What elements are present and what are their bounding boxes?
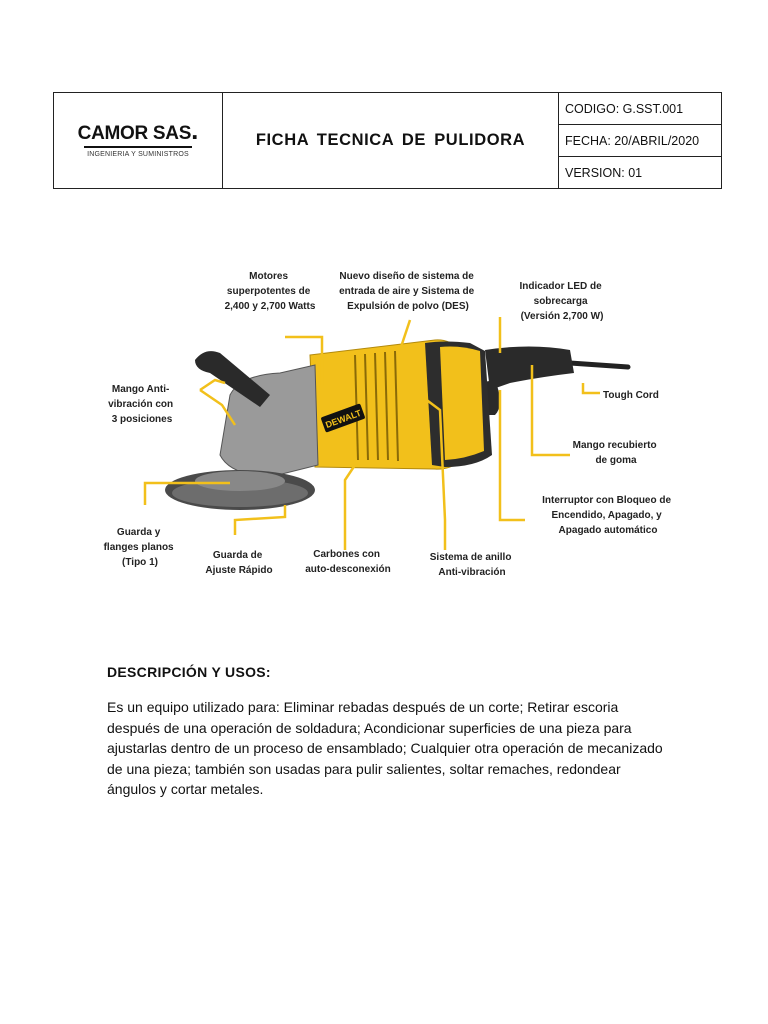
callout-interruptor: [542, 495, 674, 536]
callout-led-line: Indicador LED de: [519, 281, 602, 292]
callout-motores-line: Motores: [249, 271, 289, 282]
rear-handle-shape: [485, 347, 574, 391]
callout-mango-goma-line: de goma: [595, 455, 637, 466]
callout-mango-anti-line: vibración con: [108, 399, 174, 410]
grinder-figure: [100, 255, 680, 595]
callout-led: [519, 281, 604, 322]
callout-carbones-line: Carbones con: [313, 549, 380, 560]
flange-shape: [195, 471, 285, 491]
codigo-cell: CODIGO: G.SST.001: [559, 93, 722, 125]
callout-mango-anti-line: Mango Anti-: [111, 384, 170, 395]
callout-des-line: Nuevo diseño de sistema de: [339, 271, 474, 282]
description-heading: DESCRIPCIÓN Y USOS:: [107, 664, 271, 680]
brand-label: DEWALT: [324, 407, 363, 431]
company-logo: [77, 115, 199, 158]
logo-cell: [54, 93, 223, 189]
company-name: CAMOR SAS: [77, 123, 192, 144]
grinder-illustration: [100, 255, 680, 595]
callout-guarda-ajuste-line: Guarda de: [212, 550, 263, 561]
callout-mango-anti-line: 3 posiciones: [111, 414, 173, 425]
callout-anillo-line: Anti-vibración: [438, 567, 506, 578]
callout-tough-cord-line: Tough Cord: [603, 390, 659, 401]
callout-led-line: (Versión 2,700 W): [520, 311, 604, 322]
callout-des-line: entrada de aire y Sistema de: [339, 286, 475, 297]
callout-guarda-flanges-line: flanges planos: [103, 542, 174, 553]
callout-guarda-flanges-line: (Tipo 1): [122, 557, 158, 568]
callout-anillo: [430, 552, 514, 578]
version-cell: VERSION: 01: [559, 157, 722, 189]
callout-motores-line: 2,400 y 2,700 Watts: [224, 301, 316, 312]
callout-motores-line: superpotentes de: [226, 286, 311, 297]
document-title: FICHA TECNICA DE PULIDORA: [223, 93, 559, 189]
cord-shape: [570, 363, 628, 367]
company-subtitle: INGENIERIA Y SUMINISTROS: [87, 151, 189, 158]
callout-led-line: sobrecarga: [533, 296, 588, 307]
company-dot: .: [191, 115, 199, 145]
callout-guarda-ajuste-line: Ajuste Rápido: [205, 565, 273, 576]
ring-insert-shape: [440, 347, 484, 461]
fecha-cell: FECHA: 20/ABRIL/2020: [559, 125, 722, 157]
callout-guarda-ajuste: [205, 550, 272, 576]
callout-interruptor-line: Interruptor con Bloqueo de: [542, 495, 672, 506]
callout-carbones: [305, 549, 391, 575]
callout-des: [339, 271, 477, 312]
callout-tough-cord: [603, 390, 659, 401]
callout-des-line: Expulsión de polvo (DES): [347, 301, 469, 312]
callout-carbones-line: auto-desconexión: [305, 564, 391, 575]
callout-anillo-line: Sistema de anillo: [429, 552, 512, 563]
logo-rule: [84, 146, 192, 148]
callout-interruptor-line: Encendido, Apagado, y: [551, 510, 662, 521]
callout-interruptor-line: Apagado automático: [558, 525, 658, 536]
callout-guarda-flanges: [104, 527, 177, 568]
header-table: [53, 92, 722, 189]
callout-mango-goma: [573, 440, 660, 466]
callout-mango-goma-line: Mango recubierto: [572, 440, 657, 451]
callout-mango-anti: [108, 384, 176, 425]
callout-guarda-flanges-line: Guarda y: [116, 527, 161, 538]
description-text: Es un equipo utilizado para: Eliminar rebadas después de un corte; Retirar escoria después de una operación de soldadura; Acondicionar superficies de una pieza para ajustarlas dentro de un proceso de ensamblado; Cualquier otra operación de mecanizado de una pieza; también son usadas para pulir salientes, soltar remaches, redondear ángulos y cortar metales.: [107, 699, 663, 797]
callout-motores: [225, 271, 316, 312]
